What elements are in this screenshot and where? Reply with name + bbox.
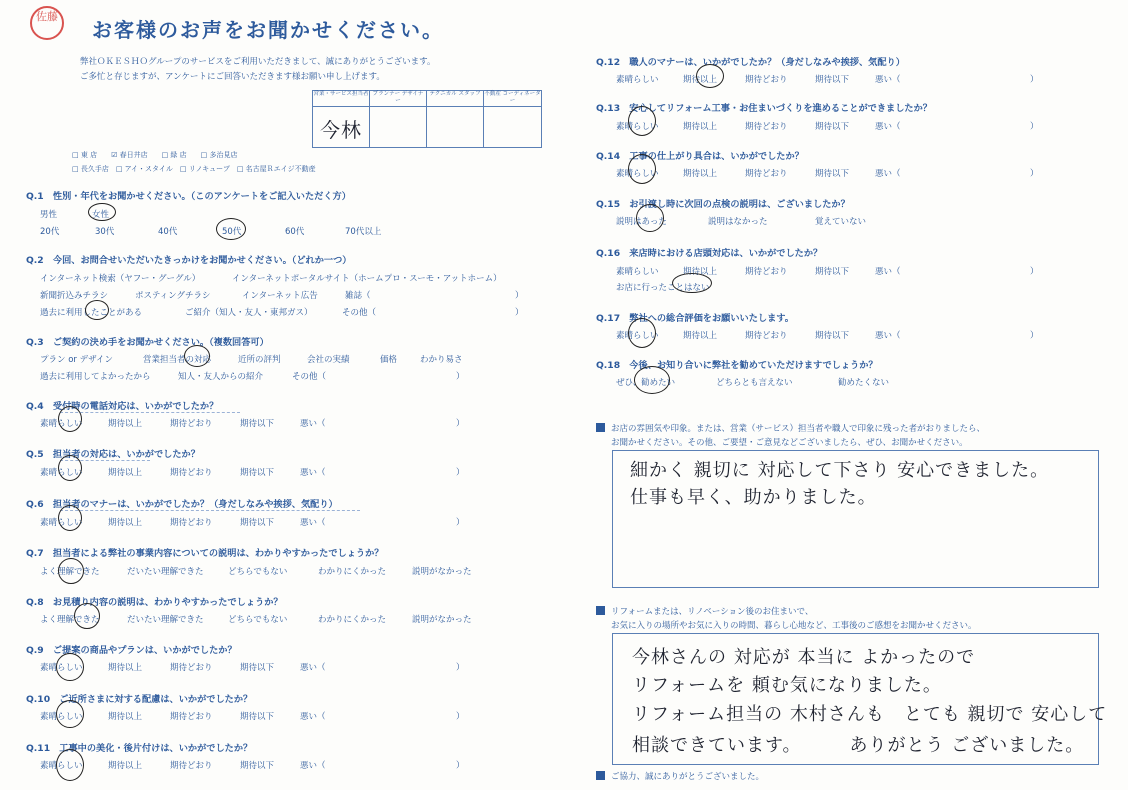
answer-circle	[696, 64, 724, 88]
answer-circle	[58, 558, 84, 584]
c1-prompt-1: お店の雰囲気や印象。または、営業（サービス）担当者や職人で印象に残った者がおりましたら、	[596, 422, 985, 434]
q9-rating-1: 素晴らしい	[40, 663, 83, 673]
q9-rating-5: 悪い（	[300, 663, 326, 673]
store-row-2: □ 長久手店 □ アイ・スタイル □ リノキューブ □ 名古屋Ｒエイジ不動産	[72, 165, 316, 173]
q3-opt-price: 価格	[380, 355, 398, 365]
q13-rating-3: 期待どおり	[745, 122, 788, 132]
answer-circle	[636, 204, 664, 232]
q9-title: Q.9 ご提案の商品やプランは、いかがでしたか？	[26, 645, 237, 656]
q10-rating-5: 悪い（	[300, 712, 326, 722]
q1-title: Q.1 性別・年代をお聞かせください。（このアンケートをご記入いただく方）	[26, 191, 351, 202]
q11-rating-3: 期待どおり	[170, 761, 213, 771]
q11-rating-close: ）	[456, 761, 465, 771]
q13-rating-close: ）	[1030, 122, 1039, 132]
answer-circle	[58, 406, 82, 432]
q2-title: Q.2 今回、お問合せいただいたきっかけをお聞かせください。（どれか一つ）	[26, 255, 352, 266]
q8-opt-3: どちらでもない	[228, 615, 288, 625]
q12-title: Q.12 職人のマナーは、いかがでしたか？（身だしなみや挨拶、気配り）	[596, 57, 905, 68]
c2-handwritten-line-1: 今林さんの 対応が 本当に よかったので	[632, 647, 976, 668]
q10-rating-3: 期待どおり	[170, 712, 213, 722]
seal-stamp: 佐藤	[30, 6, 64, 40]
q16-rating-5: 悪い（	[875, 267, 901, 277]
q16-rating-4: 期待以下	[815, 267, 850, 277]
q4-rating-4: 期待以下	[240, 419, 275, 429]
q17-rating-close: ）	[1030, 331, 1039, 341]
q11-rating-1: 素晴らしい	[40, 761, 83, 771]
c1-handwritten-line-2: 仕事も早く、助かりました。	[630, 487, 877, 508]
q6-rating-close: ）	[456, 518, 465, 528]
q13-rating-2: 期待以上	[683, 122, 718, 132]
q12-rating-close: ）	[1030, 75, 1039, 85]
store-row-1: □ 東 店 ☑ 春日井店 □ 緑 店 □ 多治見店	[72, 151, 238, 159]
q2-opt-portal: インターネットポータルサイト（ホームプロ・スーモ・アットホーム）	[232, 274, 502, 284]
q7-opt-5: 説明がなかった	[412, 567, 472, 577]
q17-rating-1: 素晴らしい	[616, 331, 659, 341]
q12-rating-1: 素晴らしい	[616, 75, 659, 85]
staff-name-handwritten: 今林	[320, 118, 362, 142]
q10-rating-4: 期待以下	[240, 712, 275, 722]
q3-opt-staff: 営業担当者の対応	[143, 355, 212, 365]
q5-rating-4: 期待以下	[240, 468, 275, 478]
q4-rating-1: 素晴らしい	[40, 419, 83, 429]
q2-opt-past-use: 過去に利用したことがある	[40, 308, 143, 318]
q1-sex-male: 男性	[40, 210, 58, 220]
q14-rating-close: ）	[1030, 169, 1039, 179]
q17-rating-5: 悪い（	[875, 331, 901, 341]
answer-circle	[58, 505, 82, 531]
q8-title: Q.8 お見積り内容の説明は、わかりやすかったでしょうか？	[26, 597, 283, 608]
q16-rating-2: 期待以上	[683, 267, 718, 277]
staff-header-planner: プランナー デザイナー	[370, 91, 427, 107]
q18-title: Q.18 今後、お知り合いに弊社を勧めていただけますでしょうか？	[596, 360, 878, 371]
q8-opt-1: よく理解できた	[40, 615, 100, 625]
page-title: お客様のお声をお聞かせください。	[92, 18, 444, 42]
footer-thanks: ご協力、誠にありがとうございました。	[596, 770, 764, 782]
q1-sex-female: 女性	[92, 210, 110, 220]
q8-opt-2: だいたい理解できた	[127, 615, 204, 625]
q11-rating-4: 期待以下	[240, 761, 275, 771]
q10-rating-2: 期待以上	[108, 712, 143, 722]
q1-age-70: 70代以上	[345, 227, 382, 237]
q2-opt-web-ad: インターネット広告	[242, 291, 318, 301]
q11-rating-5: 悪い（	[300, 761, 326, 771]
c2-handwritten-line-3: リフォーム担当の 木村さんも とても 親切で 安心して	[632, 704, 1108, 725]
q8-opt-4: わかりにくかった	[318, 615, 387, 625]
q17-title: Q.17 弊社への総合評価をお願いいたします。	[596, 313, 794, 324]
staff-cell-technical	[427, 107, 484, 147]
q1-age-20: 20代	[40, 227, 60, 237]
c2-prompt-2: お気に入りの場所やお気に入りの時間、暮らし心地など、工事後のご感想をお聞かせください。	[611, 621, 977, 631]
c2-handwritten-line-4: 相談できています。 ありがとう ございました。	[632, 735, 1085, 756]
q16-opt-never-visited: お店に行ったことはない	[616, 283, 710, 293]
q6-title: Q.6 担当者のマナーは、いかがでしたか？（身だしなみや挨拶、気配り）	[26, 499, 338, 510]
c2-prompt-1: リフォームまたは、リノベーション後のお住まいで、	[596, 605, 813, 617]
q15-opt-3: 覚えていない	[815, 217, 867, 227]
q9-rating-close: ）	[456, 663, 465, 673]
answer-circle	[628, 318, 656, 348]
q6-rating-1: 素晴らしい	[40, 518, 83, 528]
c2-handwritten-line-2: リフォームを 頼む気になりました。	[632, 675, 942, 696]
q10-rating-1: 素晴らしい	[40, 712, 83, 722]
q4-rating-5: 悪い（	[300, 419, 326, 429]
answer-circle	[88, 203, 116, 221]
q10-rating-close: ）	[456, 712, 465, 722]
staff-header-sales: 営業・サービス担当者	[313, 91, 370, 107]
answer-circle	[634, 366, 670, 394]
q4-title: Q.4 受付時の電話対応は、いかがでしたか？	[26, 401, 219, 412]
q11-title: Q.11 工事中の美化・後片付けは、いかがでしたか？	[26, 743, 253, 754]
q1-age-40: 40代	[158, 227, 178, 237]
q2-opt-search: インターネット検索（ヤフー・グーグル）	[40, 274, 201, 284]
q13-rating-5: 悪い（	[875, 122, 901, 132]
q5-rating-5: 悪い（	[300, 468, 326, 478]
q18-opt-1: ぜひ、勧めたい	[616, 378, 676, 388]
q5-title: Q.5 担当者の対応は、いかがでしたか？	[26, 449, 200, 460]
q6-rating-5: 悪い（	[300, 518, 326, 528]
q12-rating-3: 期待どおり	[745, 75, 788, 85]
q15-opt-2: 説明はなかった	[708, 217, 768, 227]
q15-title: Q.15 お引渡し時に次回の点検の説明は、ございましたか？	[596, 199, 850, 210]
q16-rating-1: 素晴らしい	[616, 267, 659, 277]
answer-circle	[672, 273, 712, 293]
q5-rating-3: 期待どおり	[170, 468, 213, 478]
q2-opt-magazine-close: ）	[515, 291, 524, 301]
q18-opt-3: 勧めたくない	[838, 378, 890, 388]
answer-circle	[85, 300, 109, 320]
q16-rating-3: 期待どおり	[745, 267, 788, 277]
q3-opt-record: 会社の実績	[307, 355, 350, 365]
q2-opt-other-close: ）	[515, 308, 524, 318]
answer-circle	[74, 603, 100, 629]
q14-rating-1: 素晴らしい	[616, 169, 659, 179]
q3-opt-plan: プラン or デザイン	[40, 355, 114, 365]
c1-handwritten-line-1: 細かく 親切に 対応して下さり 安心できました。	[630, 460, 1050, 481]
q14-title: Q.14 工事の仕上がり具合は、いかがでしたか？	[596, 151, 804, 162]
q2-opt-posting: ポスティングチラシ	[135, 291, 211, 301]
staff-cell-planner	[370, 107, 427, 147]
q2-opt-magazine: 雑誌（	[345, 291, 371, 301]
intro-line-1: 弊社ＯＫＥＳＨＯグループのサービスをご利用いただきまして、誠にありがとうございます。	[80, 57, 436, 67]
q2-opt-other: その他（	[342, 308, 377, 318]
q12-rating-5: 悪い（	[875, 75, 901, 85]
q3-opt-friend: 知人・友人からの紹介	[178, 372, 264, 382]
q7-opt-4: わかりにくかった	[318, 567, 387, 577]
answer-circle	[58, 455, 82, 481]
q12-rating-2: 期待以上	[683, 75, 718, 85]
q7-opt-2: だいたい理解できた	[127, 567, 204, 577]
answer-circle	[56, 653, 84, 681]
q3-title: Q.3 ご契約の決め手をお聞かせください。（複数回答可）	[26, 337, 269, 348]
q16-rating-close: ）	[1030, 267, 1039, 277]
q7-opt-1: よく理解できた	[40, 567, 100, 577]
q6-rating-2: 期待以上	[108, 518, 143, 528]
q16-title: Q.16 来店時における店頭対応は、いかがでしたか？	[596, 248, 823, 259]
q3-opt-clarity: わかり易さ	[420, 355, 463, 365]
q7-title: Q.7 担当者による弊社の事業内容についての説明は、わかりやすかったでしょうか？	[26, 548, 384, 559]
q1-age-60: 60代	[285, 227, 305, 237]
q3-opt-other: その他（	[292, 372, 327, 382]
q12-rating-4: 期待以下	[815, 75, 850, 85]
q17-rating-2: 期待以上	[683, 331, 718, 341]
staff-header-realestate: 不動産 コーディネーター	[484, 91, 541, 107]
answer-circle	[56, 700, 84, 728]
q4-rating-2: 期待以上	[108, 419, 143, 429]
q3-opt-past: 過去に利用してよかったから	[40, 372, 151, 382]
q13-rating-4: 期待以下	[815, 122, 850, 132]
answer-circle	[216, 218, 246, 240]
q13-title: Q.13 安心してリフォーム工事・お住まいづくりを進めることができましたか？	[596, 103, 932, 114]
q2-opt-referral: ご紹介（知人・友人・東邦ガス）	[185, 308, 313, 318]
q14-rating-3: 期待どおり	[745, 169, 788, 179]
intro-line-2: ご多忙と存じますが、アンケートにご回答いただきます様お願い申し上げます。	[80, 72, 385, 82]
answer-circle	[628, 154, 656, 184]
q3-opt-other-close: ）	[456, 372, 465, 382]
q8-opt-5: 説明がなかった	[412, 615, 472, 625]
q14-rating-5: 悪い（	[875, 169, 901, 179]
q17-rating-3: 期待どおり	[745, 331, 788, 341]
q9-rating-4: 期待以下	[240, 663, 275, 673]
q17-rating-4: 期待以下	[815, 331, 850, 341]
q4-rating-close: ）	[456, 419, 465, 429]
q10-title: Q.10 ご近所さまに対する配慮は、いかがでしたか？	[26, 694, 253, 705]
q6-rating-4: 期待以下	[240, 518, 275, 528]
q14-rating-2: 期待以上	[683, 169, 718, 179]
q4-rating-3: 期待どおり	[170, 419, 213, 429]
q9-rating-2: 期待以上	[108, 663, 143, 673]
q11-rating-2: 期待以上	[108, 761, 143, 771]
q5-rating-close: ）	[456, 468, 465, 478]
q9-rating-3: 期待どおり	[170, 663, 213, 673]
q6-rating-3: 期待どおり	[170, 518, 213, 528]
q14-rating-4: 期待以下	[815, 169, 850, 179]
q7-opt-3: どちらでもない	[228, 567, 288, 577]
q3-opt-reputation: 近所の評判	[238, 355, 281, 365]
q1-age-30: 30代	[95, 227, 115, 237]
q2-opt-newspaper: 新聞折込みチラシ	[40, 291, 109, 301]
q18-opt-2: どちらとも言えない	[716, 378, 793, 388]
q5-rating-1: 素晴らしい	[40, 468, 83, 478]
answer-circle	[628, 106, 656, 136]
q5-rating-2: 期待以上	[108, 468, 143, 478]
answer-circle	[184, 345, 210, 367]
answer-circle	[56, 749, 84, 781]
q15-opt-1: 説明はあった	[616, 217, 667, 227]
q13-rating-1: 素晴らしい	[616, 122, 659, 132]
q1-age-50: 50代	[222, 227, 242, 237]
c1-prompt-2: お聞かせください。その他、ご要望・ご意見などございましたら、ぜひ、お聞かせください。	[611, 438, 968, 448]
staff-header-technical: テクニカル スタッフ	[427, 91, 484, 107]
